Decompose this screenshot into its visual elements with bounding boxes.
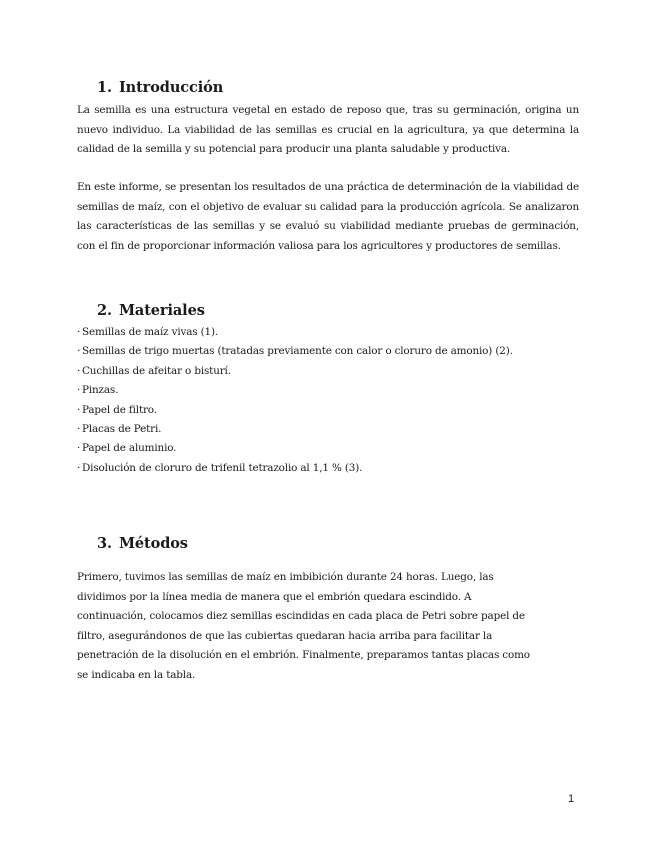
page-number: 1 [568, 793, 575, 805]
intro-paragraph-1: La semilla es una estructura vegetal en estado de reposo que, tras su germinación, origina un nuevo individuo. La viabilidad de las semillas es crucial en la agricultura, ya que determina la calidad de la semilla y su potencial para producir una planta saludable y productiva. [77, 104, 579, 155]
list-item [77, 342, 513, 361]
section-heading-introduccion [97, 79, 223, 97]
list-item-text: Papel de filtro. [82, 403, 157, 416]
section-title: Métodos [118, 535, 188, 552]
section-heading-materiales [97, 302, 205, 320]
list-item-text: Papel de aluminio. [82, 442, 177, 455]
bullet: · [77, 326, 81, 338]
materials-list [77, 323, 513, 478]
list-item [77, 401, 513, 420]
bullet: · [77, 384, 81, 397]
list-item [77, 381, 513, 400]
section-title: Materiales [118, 302, 205, 319]
document-page [77, 0, 579, 848]
bullet: · [77, 461, 81, 474]
list-item [77, 323, 513, 342]
bullet: · [77, 423, 81, 436]
list-item [77, 439, 513, 458]
list-item-text: Pinzas. [82, 384, 119, 397]
list-item-text: Disolución de cloruro de trifenil tetrazolio al 1,1 % (3). [82, 461, 363, 474]
section-number: 2. [97, 302, 112, 319]
list-item-text: Cuchillas de afeitar o bisturí. [82, 364, 231, 377]
bullet: · [77, 364, 81, 377]
section-number: 3. [97, 535, 112, 552]
methods-paragraph: Primero, tuvimos las semillas de maíz en imbibición durante 24 horas. Luego, las dividimos por la línea media de manera que el embrión quedara escindido. A continuación, colocamos diez semillas escindidas en cada placa de Petri sobre papel de filtro, asegurándonos de que las cubiertas quedaran hacia arriba para facilitar la penetración de la disolución en el embrión. Finalmente, preparamos tantas placas como se indicaba en la tabla. [77, 571, 530, 681]
list-item [77, 459, 513, 478]
bullet: · [77, 345, 81, 358]
list-item [77, 362, 513, 381]
list-item-text: Semillas de trigo muertas (tratadas previamente con calor o cloruro de amonio) (2). [82, 345, 513, 358]
list-item-text: Placas de Petri. [82, 423, 162, 436]
bullet: · [77, 403, 81, 416]
section-heading-metodos [97, 535, 188, 553]
bullet: · [77, 442, 81, 455]
intro-paragraph-2: En este informe, se presentan los resultados de una práctica de determinación de la viabilidad de semillas de maíz, con el objetivo de evaluar su calidad para la producción agrícola. Se analizaron las características de las semillas y se evaluó su viabilidad mediante pruebas de germinación, con el fin de proporcionar información valiosa para los agricultores y productores de semillas. [77, 181, 579, 252]
list-item [77, 420, 513, 439]
section-number: 1. [97, 79, 112, 96]
section-title: Introducción [118, 79, 224, 96]
list-item-text: Semillas de maíz vivas (1). [82, 326, 219, 338]
